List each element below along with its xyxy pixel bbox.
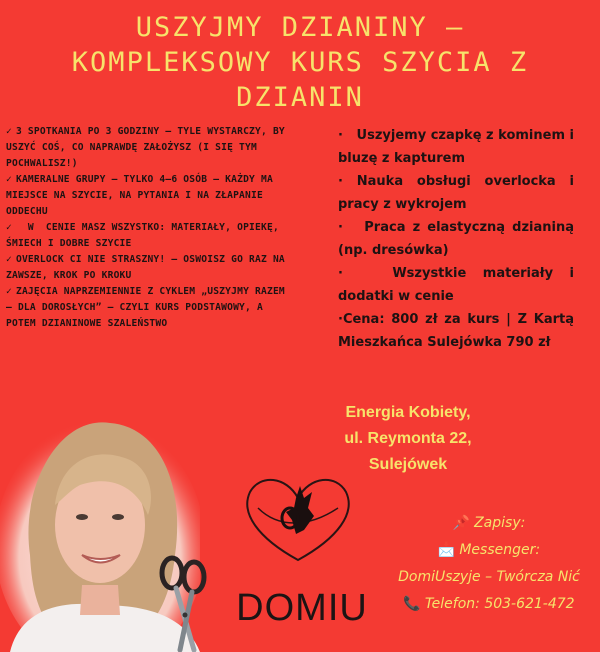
phone-line: 📞 Telefon: 503-621-472: [403, 596, 575, 612]
benefit-item: ✓ W CENIE MASZ WSZYSTKO: MATERIAŁY, OPIEKĘ, ŚMIECH I DOBRE SZYCIE: [6, 222, 285, 249]
detail-item: · Praca z elastyczną dzianiną (np. dresówka): [338, 220, 579, 258]
detail-item: · Wszystkie materiały i dodatki w cenie: [338, 266, 579, 304]
signup-line: 📌 Zapisy:: [452, 515, 526, 531]
benefit-item: ✓ OVERLOCK CI NIE STRASZNY! – OSWOISZ GO RAZ NA ZAWSZE, KROK PO KROKU: [6, 254, 285, 281]
venue-name: Energia Kobiety,: [345, 404, 471, 421]
phone-icon: 📞: [403, 596, 421, 612]
venue-city: Sulejówek: [368, 456, 448, 473]
checkmark-icon: ✓: [6, 222, 12, 233]
envelope-icon: 📩: [437, 542, 456, 558]
heart-hand-logo: [238, 468, 358, 568]
price-item: ·Cena: 800 zł za kurs | Z Kartą Mieszkańca Sulejówka 790 zł: [338, 312, 574, 350]
pin-icon: 📌: [452, 515, 471, 531]
checkmark-icon: ✓: [6, 126, 12, 137]
title-line-1: USZYJMY DZIANINY –: [135, 12, 465, 43]
checkmark-icon: ✓: [6, 254, 12, 265]
benefit-item: ✓ KAMERALNE GRUPY – TYLKO 4–6 OSÓB – KAŻDY MA MIEJSCE NA SZYCIE, NA PYTANIA I NA ZŁAPANIE ODDECHU: [6, 174, 273, 217]
messenger-name: DomiUszyje – Twórcza Nić: [398, 569, 580, 585]
checkmark-icon: ✓: [6, 174, 12, 185]
scissors-icon: [158, 555, 210, 652]
title-line-3: DZIANIN: [236, 82, 364, 113]
contact-info: [380, 510, 598, 618]
benefit-item: ✓ ZAJĘCIA NAPRZEMIENNIE Z CYKLEM „USZYJMY RAZEM – DLA DOROSŁYCH” – CZYLI KURS PODSTAWOWY, A POTEM DZIANINOWE SZALEŃSTWO: [6, 286, 285, 329]
detail-item: · Nauka obsługi overlocka i pracy z wykrojem: [338, 174, 574, 212]
course-details-list: [338, 124, 579, 354]
poster-title: [20, 10, 580, 115]
checkmark-icon: ✓: [6, 286, 12, 297]
messenger-line: 📩 Messenger:: [437, 542, 541, 558]
benefits-list: [6, 124, 286, 332]
brand-logo-text: DOMIU: [236, 587, 368, 629]
venue-street: ul. Reymonta 22,: [344, 430, 472, 447]
title-line-2: KOMPLEKSOWY KURS SZYCIA Z: [71, 47, 529, 78]
benefit-item: ✓ 3 SPOTKANIA PO 3 GODZINY – TYLE WYSTARCZY, BY USZYĆ COŚ, CO NAPRAWDĘ ZAŁOŻYSZ (I SIĘ TYM POCHWALISZ!): [6, 126, 285, 169]
venue-address: [318, 400, 498, 478]
detail-item: · Uszyjemy czapkę z kominem i bluzę z kapturem: [338, 128, 579, 166]
